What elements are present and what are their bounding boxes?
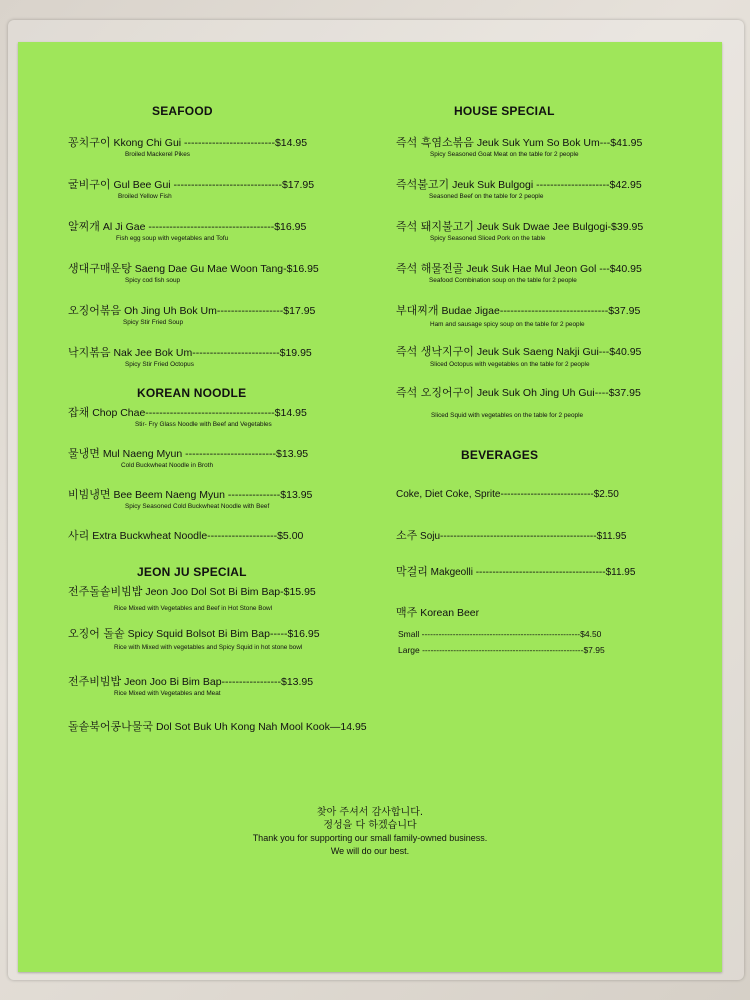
menu-item-jeon-joo-dol-sot (68, 585, 316, 613)
item-line: Nak Jee Bok Um-------------------------$19.95 (113, 347, 312, 359)
item-korean-name: 즉석 흑염소볶음 (396, 136, 474, 149)
menu-item-mul-naeng-myun (68, 447, 308, 470)
thank-you-footer (18, 807, 722, 857)
menu-item-soju (396, 529, 626, 544)
item-line: Jeuk Suk Dwae Jee Bulgogi-$39.95 (476, 221, 644, 233)
item-korean-name: 낙지볶음 (68, 346, 111, 359)
item-description: Rice Mixed with Vegetables and Meat (114, 690, 221, 697)
menu-sheet (18, 42, 722, 972)
menu-item-oh-jing-uh-gui (396, 386, 641, 420)
menu-item-jeon-joo-bi-bim-bap (68, 675, 313, 698)
item-description: Spicy Seasoned Sliced Pork on the table (430, 235, 546, 242)
item-line: Budae Jigae-------------------------------$37.95 (441, 305, 641, 317)
item-line: Makgeolli ---------------------------------------$11.95 (430, 567, 636, 578)
menu-item-korean-beer (396, 606, 479, 620)
item-korean-name: 잡채 (68, 406, 90, 419)
menu-item-budae-jigae (396, 304, 640, 329)
item-line: Oh Jing Uh Bok Um-------------------$17.95 (124, 305, 316, 317)
footer-korean-line-2: 정성을 다 하겠습니다 (323, 819, 417, 831)
item-line: Chop Chae-------------------------------------$14.95 (92, 407, 307, 419)
menu-item-chop-chae (68, 406, 307, 429)
menu-item-oh-jing-uh-bok-um (68, 304, 315, 327)
item-line: Jeuk Suk Hae Mul Jeon Gol ---$40.95 (466, 263, 642, 275)
menu-item-hae-mul-jeon-gol (396, 262, 642, 285)
item-korean-name: 굴비구이 (68, 178, 111, 191)
item-korean-name: 생대구매운탕 (68, 262, 132, 275)
item-description: Broiled Yellow Fish (118, 193, 172, 200)
item-korean-name: 꽁치구이 (68, 136, 111, 149)
menu-item-saeng-nakji-gui (396, 345, 641, 369)
item-description: Sliced Octopus with vegetables on the table for 2 people (430, 361, 590, 368)
item-line: Dol Sot Buk Uh Kong Nah Mool Kook—14.95 (155, 721, 367, 733)
menu-item-yum-so-bok-um (396, 136, 642, 159)
item-description: Spicy Seasoned Cold Buckwheat Noodle with Beef (125, 503, 270, 510)
menu-item-spicy-squid-bolsot (68, 627, 320, 652)
item-description: Spicy Stir Fried Soup (123, 319, 184, 326)
item-korean-name: 부대찌개 (396, 304, 439, 317)
menu-item-saeng-dae-gu (68, 262, 319, 285)
item-description: Cold Buckwheat Noodle in Broth (121, 462, 214, 469)
section-title-korean-noodle: KOREAN NOODLE (137, 386, 247, 400)
item-line: Extra Buckwheat Noodle--------------------$5.00 (92, 530, 304, 542)
item-line: Spicy Squid Bolsot Bi Bim Bap-----$16.95 (127, 628, 320, 640)
item-line: Kkong Chi Gui --------------------------$14.95 (113, 137, 308, 149)
footer-english-line-2: We will do our best. (330, 845, 410, 856)
item-line: Jeon Joo Dol Sot Bi Bim Bap-$15.95 (145, 586, 316, 598)
item-line: Korean Beer (420, 607, 480, 619)
beer-size-large: Large ---------------------------------------------------------$7.95 (398, 645, 605, 655)
item-line: Jeon Joo Bi Bim Bap-----------------$13.95 (124, 676, 314, 688)
menu-item-bee-beem-naeng-myun (68, 488, 312, 511)
item-line: Coke, Diet Coke, Sprite----------------------------$2.50 (396, 489, 619, 500)
item-description: Rice with Mixed with vegetables and Spicy Squid in hot stone bowl (114, 644, 303, 651)
item-line: Jeuk Suk Oh Jing Uh Gui----$37.95 (476, 387, 641, 399)
item-line: Bee Beem Naeng Myun ---------------$13.95 (113, 489, 313, 501)
menu-item-makgeolli (396, 565, 635, 580)
item-korean-name: 즉석 돼지불고기 (396, 220, 474, 233)
item-description: Broiled Mackerel Pikes (125, 151, 190, 158)
item-line: Jeuk Suk Bulgogi ---------------------$42.95 (452, 179, 642, 191)
item-korean-name: 즉석 오징어구이 (396, 386, 474, 399)
item-korean-name: 막걸리 (396, 565, 428, 578)
item-description: Spicy cod fish soup (125, 277, 181, 284)
item-korean-name: 사리 (68, 529, 90, 542)
item-description: Ham and sausage spicy soup on the table for 2 people (430, 321, 585, 328)
item-korean-name: 전주비빔밥 (68, 675, 122, 688)
item-korean-name: 맥주 (396, 606, 418, 619)
section-title-seafood: SEAFOOD (152, 104, 213, 118)
menu-item-nak-jee-bok-um (68, 346, 312, 369)
menu-item-extra-buckwheat-noodle (68, 529, 303, 543)
item-korean-name: 즉석불고기 (396, 178, 450, 191)
item-line: Soju-----------------------------------------------$11.95 (420, 531, 627, 542)
beer-size-small: Small --------------------------------------------------------$4.50 (398, 629, 602, 639)
item-korean-name: 돌솥북어콩나물국 (68, 720, 154, 733)
section-title-house-special: HOUSE SPECIAL (454, 104, 555, 118)
item-description: Seasoned Beef on the table for 2 people (429, 193, 544, 200)
item-line: Saeng Dae Gu Mae Woon Tang-$16.95 (134, 263, 319, 275)
item-description: Fish egg soup with vegetables and Tofu (116, 235, 229, 242)
item-description: Sliced Squid with vegetables on the table for 2 people (431, 412, 584, 419)
item-korean-name: 알찌개 (68, 220, 100, 233)
section-title-jeon-ju-special: JEON JU SPECIAL (137, 565, 247, 579)
menu-item-dol-sot-buk-uh (68, 720, 367, 734)
item-line: Mul Naeng Myun --------------------------$13.95 (102, 448, 309, 460)
footer-english-line-1: Thank you for supporting our small family-owned business. (252, 833, 488, 843)
menu-item-kkong-chi-gui (68, 136, 307, 159)
item-korean-name: 소주 (396, 529, 418, 542)
item-line: Gul Bee Gui -------------------------------$17.95 (113, 179, 315, 191)
menu-item-soft-drinks (396, 488, 619, 502)
footer-korean-line-1: 찾아 주셔서 감사합니다. (316, 807, 424, 818)
item-korean-name: 전주돌솥비빔밥 (68, 585, 143, 598)
item-korean-name: 즉석 해물전골 (396, 262, 464, 275)
item-description: Seafood Combination soup on the table for 2 people (429, 277, 577, 284)
item-korean-name: 물냉면 (68, 447, 100, 460)
menu-item-dwae-jee-bulgogi (396, 220, 643, 243)
item-description: Spicy Stir Fried Octopus (125, 361, 194, 368)
item-description: Stir- Fry Glass Noodle with Beef and Vegetables (135, 421, 272, 428)
item-description: Rice Mixed with Vegetables and Beef in Hot Stone Bowl (114, 605, 273, 612)
item-line: Jeuk Suk Saeng Nakji Gui---$40.95 (476, 346, 642, 358)
item-description: Spicy Seasoned Goat Meat on the table for 2 people (430, 151, 579, 158)
item-korean-name: 즉석 생낙지구이 (396, 345, 474, 358)
menu-item-al-ji-gae (68, 220, 306, 243)
item-korean-name: 오징어 돌솥 (68, 627, 125, 640)
item-line: Jeuk Suk Yum So Bok Um---$41.95 (476, 137, 643, 149)
item-line: Al Ji Gae ------------------------------------$16.95 (102, 221, 307, 233)
item-korean-name: 오징어볶음 (68, 304, 122, 317)
item-korean-name: 비빔냉면 (68, 488, 111, 501)
menu-item-gul-bee-gui (68, 178, 314, 201)
menu-item-jeuk-suk-bulgogi (396, 178, 642, 201)
section-title-beverages: BEVERAGES (461, 448, 539, 462)
